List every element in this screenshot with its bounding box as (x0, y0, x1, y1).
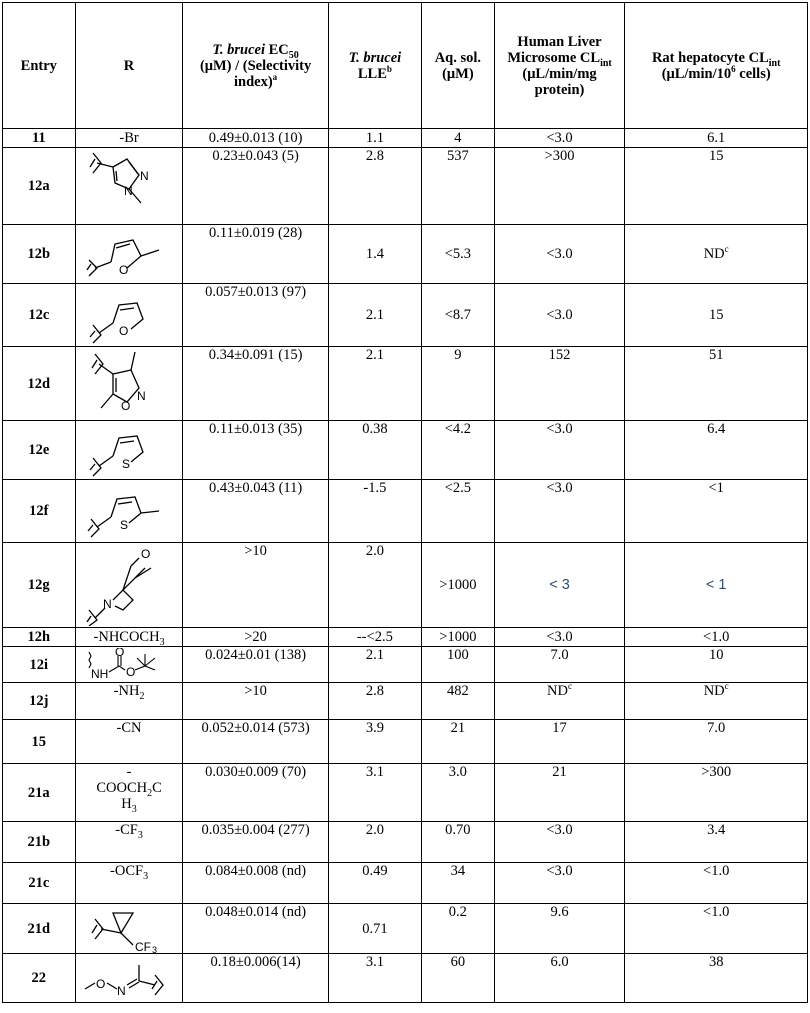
methylpyrazole-structure-icon (79, 149, 179, 223)
hlm-cell: <3.0 (494, 129, 625, 148)
rat-hep-cell: 6.4 (625, 421, 808, 480)
header-lle: T. brucei LLE$^b$ (328, 3, 421, 129)
r-group-cell: -Br (75, 129, 183, 148)
methoxyimine-structure-icon (79, 955, 179, 1001)
r-group-cell (75, 647, 183, 683)
ec50-cell: 0.23±0.043 (5) (183, 148, 328, 225)
table-row (3, 284, 808, 347)
svg-text:N: N (124, 184, 133, 198)
thiophene-structure-icon (79, 422, 179, 478)
entry-cell: 12b (3, 225, 76, 284)
svg-text:S: S (120, 518, 129, 532)
entry-cell: 15 (3, 720, 76, 764)
entry-cell: 21a (3, 764, 76, 822)
compound-data-table (2, 2, 808, 1003)
ec50-cell: 0.057±0.013 (97) (183, 284, 328, 347)
lle-cell: 1.1 (328, 129, 421, 148)
aq-sol-cell: 21 (422, 720, 495, 764)
aq-sol-cell: >1000 (422, 628, 495, 647)
lle-cell: 2.8 (328, 683, 421, 720)
r-group-cell (75, 225, 183, 284)
ec50-cell: 0.11±0.019 (28) (183, 225, 328, 284)
table-row (3, 822, 808, 863)
r-group-cell: -CN (75, 720, 183, 764)
svg-text:NH: NH (91, 666, 109, 681)
entry-cell: 22 (3, 954, 76, 1003)
svg-text:N: N (117, 984, 126, 998)
aq-sol-cell: >1000 (422, 543, 495, 628)
hlm-cell: 152 (494, 347, 625, 421)
r-group-cell (75, 421, 183, 480)
aq-sol-cell: 9 (422, 347, 495, 421)
lle-cell: 1.4 (328, 225, 421, 284)
hlm-cell: 6.0 (494, 954, 625, 1003)
entry-cell: 12d (3, 347, 76, 421)
entry-cell: 21c (3, 863, 76, 904)
r-group-cell (75, 148, 183, 225)
table-row (3, 421, 808, 480)
aq-sol-cell: 537 (422, 148, 495, 225)
ec50-cell: 0.49±0.013 (10) (183, 129, 328, 148)
boc-amino-structure-icon (79, 648, 179, 682)
ec50-cell: 0.18±0.006(14) (183, 954, 328, 1003)
svg-text:S: S (122, 457, 131, 471)
aq-sol-cell: <2.5 (422, 480, 495, 543)
svg-text:O: O (96, 977, 106, 991)
dimethylisoxazole-structure-icon (79, 348, 179, 419)
table-row (3, 720, 808, 764)
hlm-cell: 7.0 (494, 647, 625, 683)
table-row (3, 954, 808, 1003)
header-ec50: T. brucei $EC_{50}$ (μM) / (Selectivity index)$^a$ (183, 3, 328, 129)
hlm-cell: 9.6 (494, 904, 625, 954)
ec50-cell: 0.11±0.013 (35) (183, 421, 328, 480)
aq-sol-cell: 100 (422, 647, 495, 683)
hlm-cell: <3.0 (494, 863, 625, 904)
header-row (3, 3, 808, 129)
table-row (3, 863, 808, 904)
rat-hep-cell: <1.0 (625, 628, 808, 647)
table-row (3, 543, 808, 628)
rat-hep-cell: 3.4 (625, 822, 808, 863)
aq-sol-cell: 3.0 (422, 764, 495, 822)
aq-sol-cell: <4.2 (422, 421, 495, 480)
rat-hep-cell: 6.1 (625, 129, 808, 148)
svg-text:CF: CF (135, 939, 152, 953)
entry-cell: 21d (3, 904, 76, 954)
aq-sol-cell: <8.7 (422, 284, 495, 347)
table-row (3, 683, 808, 720)
rat-hep-cell: $ND^c$ (625, 225, 808, 284)
ec50-cell: 0.084±0.008 (nd) (183, 863, 328, 904)
lle-cell: 2.1 (328, 284, 421, 347)
r-group-cell (75, 954, 183, 1003)
oxa-azaspiroheptane-structure-icon (79, 544, 179, 626)
entry-cell: 12g (3, 543, 76, 628)
header-aq-sol: Aq. sol. (μM) (422, 3, 495, 129)
entry-cell: 12e (3, 421, 76, 480)
hlm-cell: <3.0 (494, 421, 625, 480)
lle-cell: 2.0 (328, 822, 421, 863)
r-group-cell (75, 480, 183, 543)
svg-text:N: N (137, 389, 146, 403)
lle-cell: 3.1 (328, 954, 421, 1003)
rat-hep-cell: 7.0 (625, 720, 808, 764)
header-r: R (75, 3, 183, 129)
svg-text:O: O (119, 324, 129, 338)
header-entry: Entry (3, 3, 76, 129)
table-row (3, 347, 808, 421)
furan-structure-icon (79, 285, 179, 345)
rat-hep-cell: 15 (625, 284, 808, 347)
r-group-cell: $-OCF_3$ (75, 863, 183, 904)
hlm-cell: < 3 (494, 543, 625, 628)
lle-cell: 2.1 (328, 347, 421, 421)
header-rat-hep: Rat hepatocyte $CL_{int}$ ($\mu L/\min/10^6$ cells) (625, 3, 808, 129)
entry-cell: 12c (3, 284, 76, 347)
r-group-cell: $-NH_2$ (75, 683, 183, 720)
r-group-cell: $-CF_3$ (75, 822, 183, 863)
aq-sol-cell: 34 (422, 863, 495, 904)
aq-sol-cell: 60 (422, 954, 495, 1003)
rat-hep-cell: <1.0 (625, 863, 808, 904)
entry-cell: 21b (3, 822, 76, 863)
rat-hep-cell: <1.0 (625, 904, 808, 954)
hlm-cell: <3.0 (494, 225, 625, 284)
lle-cell: 0.38 (328, 421, 421, 480)
ec50-cell: 0.024±0.01 (138) (183, 647, 328, 683)
ec50-cell: 0.34±0.091 (15) (183, 347, 328, 421)
ec50-cell: 0.052±0.014 (573) (183, 720, 328, 764)
svg-text:O: O (126, 664, 136, 679)
entry-cell: 11 (3, 129, 76, 148)
r-group-cell: $-NHCOCH_3$ (75, 628, 183, 647)
table-row (3, 764, 808, 822)
methylfuran-structure-icon (79, 226, 179, 282)
r-group-cell (75, 904, 183, 954)
table-row (3, 628, 808, 647)
hlm-cell: <3.0 (494, 480, 625, 543)
table-row (3, 129, 808, 148)
lle-cell: 3.9 (328, 720, 421, 764)
rat-hep-cell: 38 (625, 954, 808, 1003)
aq-sol-cell: 482 (422, 683, 495, 720)
entry-cell: 12a (3, 148, 76, 225)
table-row (3, 647, 808, 683)
table-row (3, 480, 808, 543)
rat-hep-cell: 51 (625, 347, 808, 421)
ec50-cell: 0.43±0.043 (11) (183, 480, 328, 543)
entry-cell: 12f (3, 480, 76, 543)
svg-text:O: O (119, 263, 129, 277)
methylthiophene-structure-icon (79, 481, 179, 541)
rat-hep-cell: >300 (625, 764, 808, 822)
aq-sol-cell: 0.2 (422, 904, 495, 954)
ec50-cell: >10 (183, 543, 328, 628)
table-row (3, 148, 808, 225)
hlm-cell: >300 (494, 148, 625, 225)
svg-text:O: O (121, 399, 131, 413)
aq-sol-cell: 0.70 (422, 822, 495, 863)
rat-hep-cell: <1 (625, 480, 808, 543)
lle-cell: 0.71 (328, 904, 421, 954)
header-hlm: Human Liver Microsome $CL_{int}$ (μL/min/mg protein) (494, 3, 625, 129)
svg-text:N: N (140, 169, 149, 183)
trifluoromethylcyclopropyl-structure-icon (79, 905, 179, 953)
lle-cell: 2.0 (328, 543, 421, 628)
ec50-cell: 0.035±0.004 (277) (183, 822, 328, 863)
hlm-cell: <3.0 (494, 822, 625, 863)
hlm-cell: <3.0 (494, 284, 625, 347)
hlm-cell: $ND^c$ (494, 683, 625, 720)
ec50-cell: 0.030±0.009 (70) (183, 764, 328, 822)
r-group-cell (75, 347, 183, 421)
ec50-cell: >10 (183, 683, 328, 720)
rat-hep-cell: < 1 (625, 543, 808, 628)
lle-cell: 2.1 (328, 647, 421, 683)
ec50-cell: >20 (183, 628, 328, 647)
aq-sol-cell: 4 (422, 129, 495, 148)
rat-hep-cell: 15 (625, 148, 808, 225)
lle-cell: --<2.5 (328, 628, 421, 647)
lle-cell: 2.8 (328, 148, 421, 225)
hlm-cell: 21 (494, 764, 625, 822)
rat-hep-cell: 10 (625, 647, 808, 683)
entry-cell: 12i (3, 647, 76, 683)
entry-cell: 12j (3, 683, 76, 720)
r-group-cell: - $COOCH_2C$ $H_3$ (75, 764, 183, 822)
lle-cell: 0.49 (328, 863, 421, 904)
ec50-cell: 0.048±0.014 (nd) (183, 904, 328, 954)
table-row (3, 225, 808, 284)
hlm-cell: 17 (494, 720, 625, 764)
rat-hep-cell: $ND^c$ (625, 683, 808, 720)
lle-cell: 3.1 (328, 764, 421, 822)
table-row (3, 904, 808, 954)
svg-text:N: N (103, 597, 112, 611)
svg-text:O: O (115, 647, 125, 659)
svg-text:O: O (141, 547, 151, 561)
svg-text:3: 3 (152, 944, 158, 953)
lle-cell: -1.5 (328, 480, 421, 543)
aq-sol-cell: <5.3 (422, 225, 495, 284)
r-group-cell (75, 284, 183, 347)
hlm-cell: <3.0 (494, 628, 625, 647)
entry-cell: 12h (3, 628, 76, 647)
r-group-cell (75, 543, 183, 628)
